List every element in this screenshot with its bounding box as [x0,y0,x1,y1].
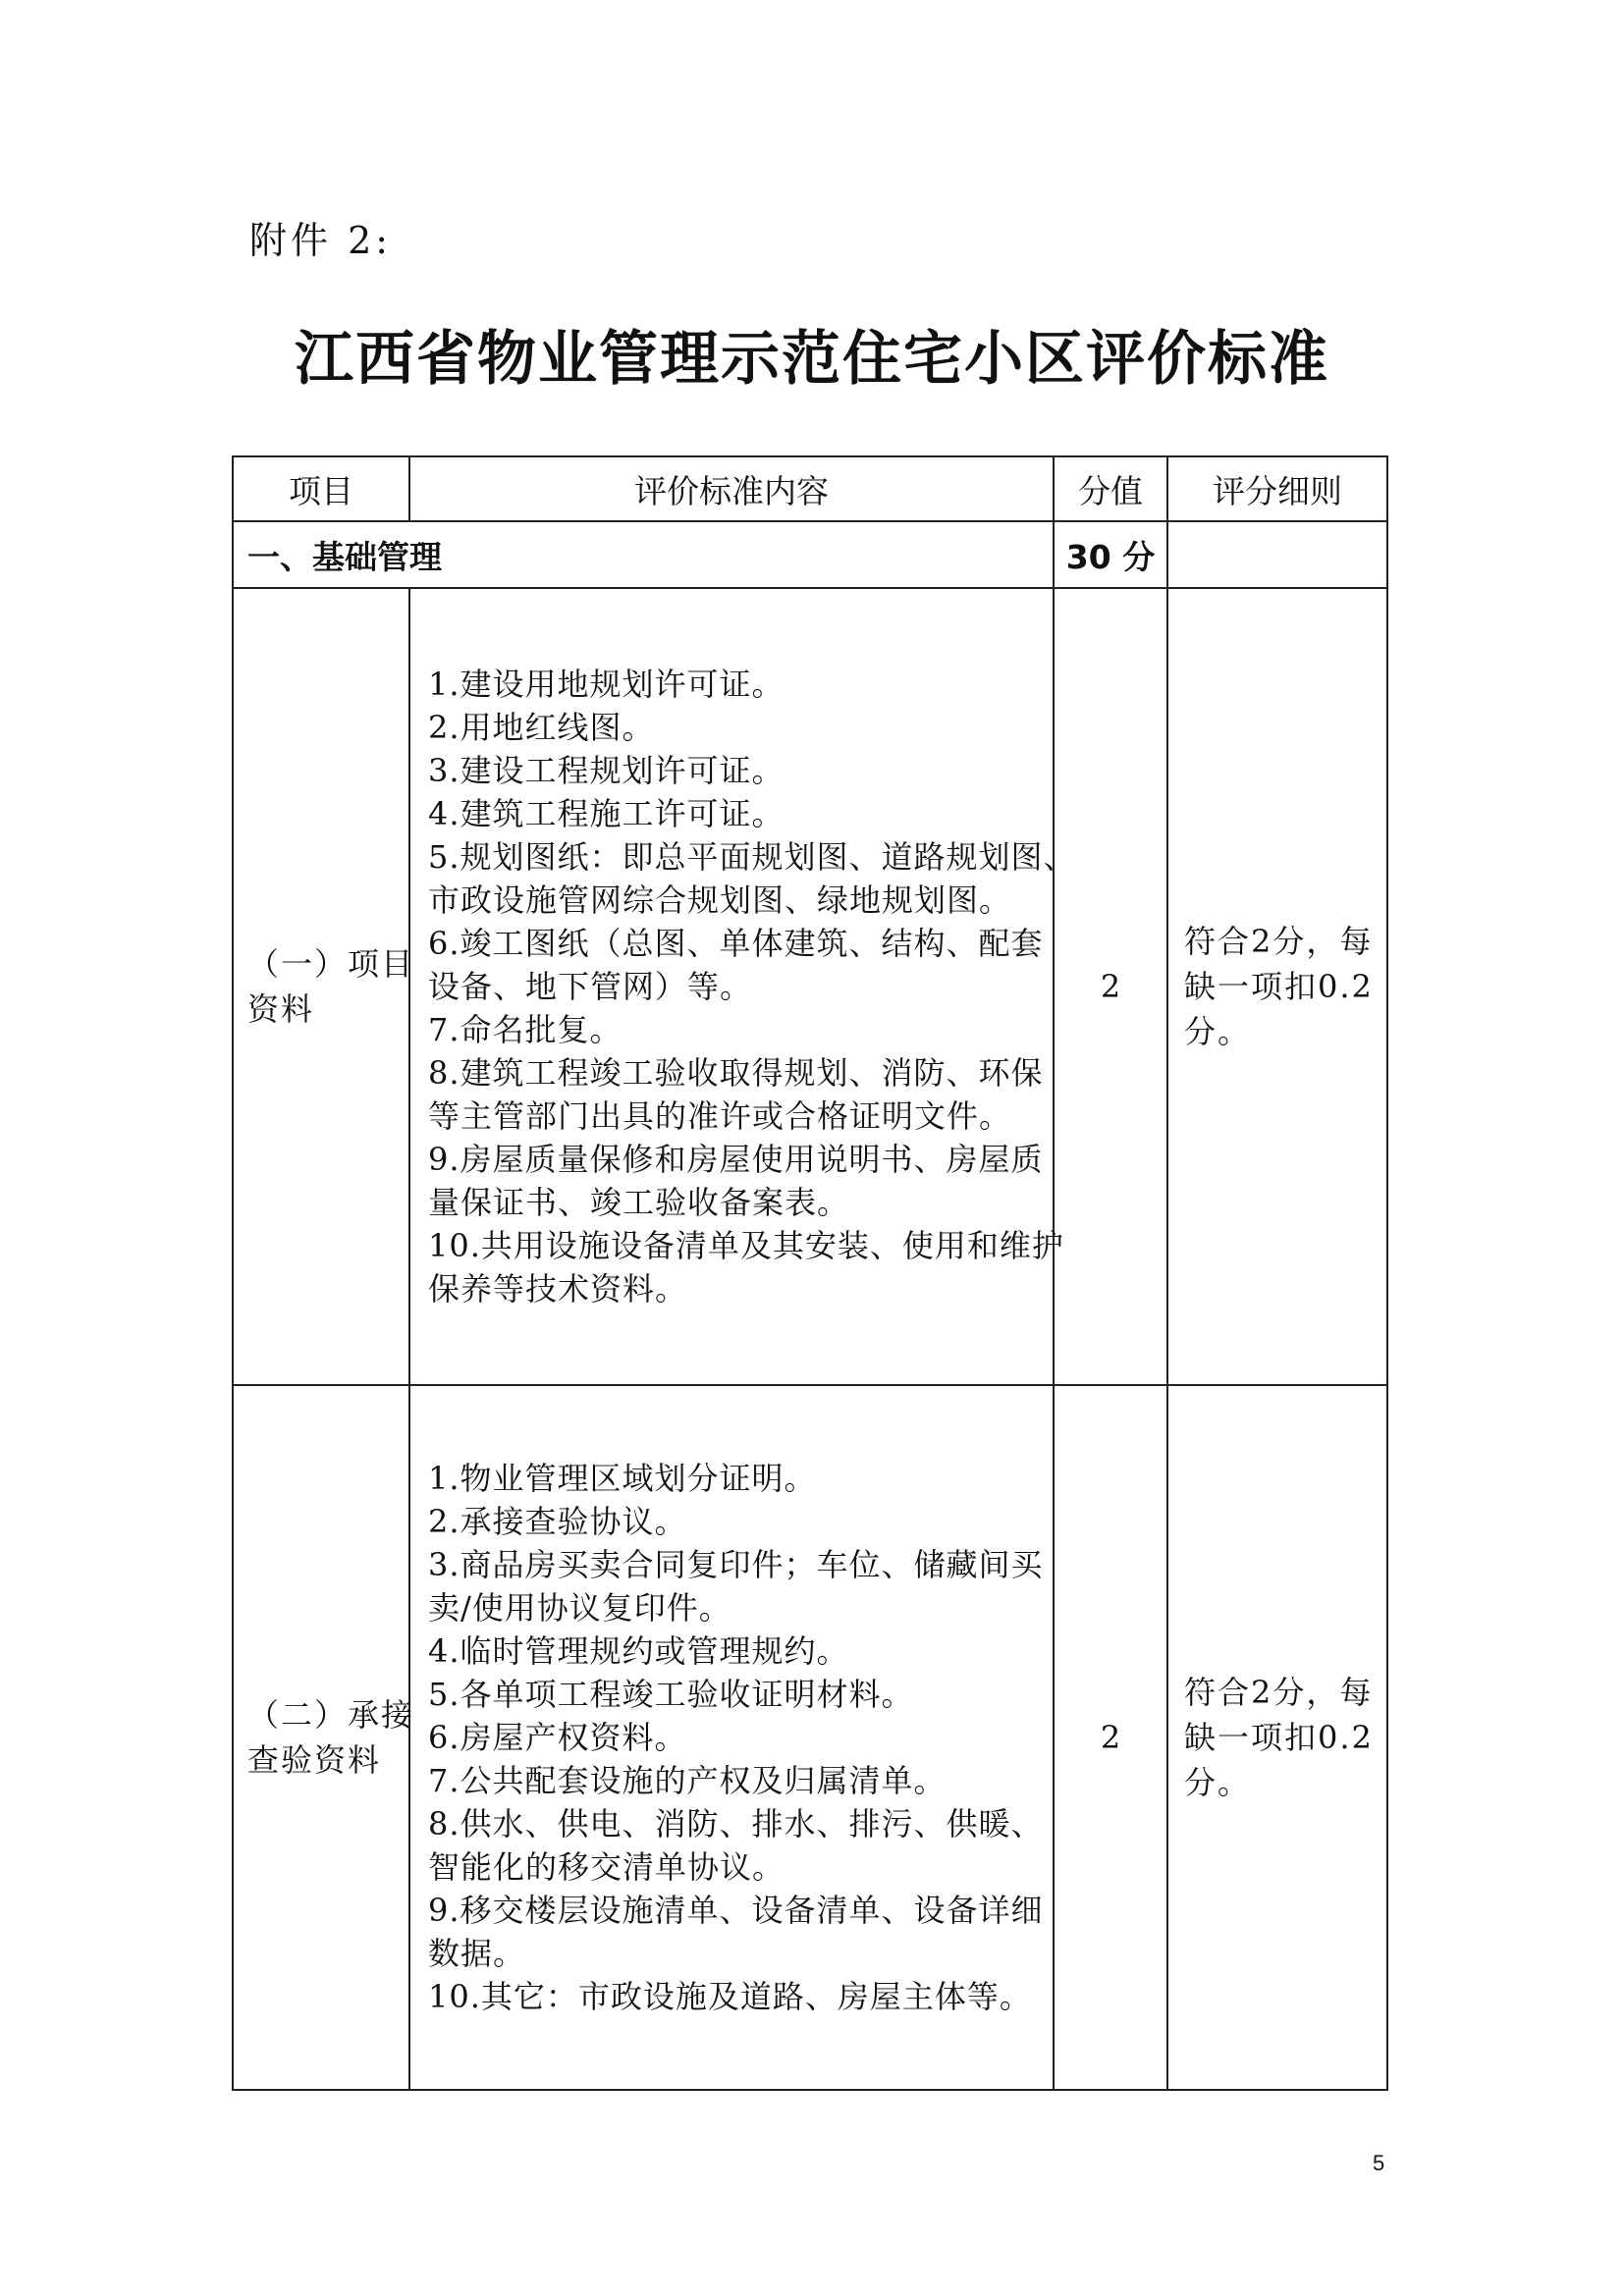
table-header-row [233,456,1387,521]
item-name-line: （一）项目 [247,945,415,983]
content-line: 8.建筑工程竣工验收取得规划、消防、环保 [428,1054,1044,1092]
content-line: 2.承接查验协议。 [428,1503,687,1540]
content-line: 1.建设用地规划许可证。 [428,666,785,703]
header-item: 项目 [233,456,409,521]
item-name-cell [233,588,415,1385]
rule-line: 符合2分，每 [1184,1674,1374,1711]
content-line: 4.建筑工程施工许可证。 [428,795,785,832]
score-cell: 2 [1054,588,1167,1385]
rule-line: 缺一项扣0.2 [1184,968,1374,1005]
item-name-line: （二）承接 [247,1696,415,1734]
content-line: 9.房屋质量保修和房屋使用说明书、房屋质 [428,1141,1044,1178]
attachment-label: 附件 2: [249,219,393,262]
table-row [233,1385,1387,2090]
content-line: 8.供水、供电、消防、排水、排污、供暖、 [428,1805,1044,1842]
content-line: 卖/使用协议复印件。 [428,1589,731,1627]
content-line: 10.共用设施设备清单及其安装、使用和维护 [428,1227,1064,1264]
content-line: 保养等技术资料。 [428,1270,688,1308]
content-line: 6.房屋产权资料。 [428,1719,687,1756]
content-line: 7.命名批复。 [428,1011,623,1048]
content-line: 设备、地下管网）等。 [428,968,753,1005]
header-score: 分值 [1054,456,1167,521]
rule-line: 分。 [1184,1764,1252,1801]
content-line: 9.移交楼层设施清单、设备清单、设备详细 [428,1892,1044,1929]
item-name-line: 查验资料 [247,1741,382,1779]
content-line: 市政设施管网综合规划图、绿地规划图。 [428,881,1012,919]
header-rule: 评分细则 [1167,456,1387,521]
header-content: 评价标准内容 [409,456,1054,521]
content-line: 3.建设工程规划许可证。 [428,752,785,789]
content-line: 等主管部门出具的准许或合格证明文件。 [428,1097,1012,1135]
rule-line: 符合2分，每 [1184,923,1374,960]
content-cell [409,588,1076,1385]
content-line: 智能化的移交清单协议。 [428,1848,785,1886]
section-row [233,521,1387,588]
table-row [233,588,1387,1385]
rule-cell [1167,1385,1387,2090]
rule-line: 缺一项扣0.2 [1184,1719,1374,1756]
content-line: 3.商品房买卖合同复印件；车位、储藏间买 [428,1546,1044,1583]
score-cell: 2 [1054,1385,1167,2090]
content-line: 2.用地红线图。 [428,709,655,746]
content-line: 4.临时管理规约或管理规约。 [428,1632,849,1670]
document-title: 江西省物业管理示范住宅小区评价标准 [295,325,1329,394]
content-line: 5.规划图纸：即总平面规划图、道路规划图、 [428,838,1076,876]
content-line: 6.竣工图纸（总图、单体建筑、结构、配套 [428,925,1044,962]
content-line: 5.各单项工程竣工验收证明材料。 [428,1676,914,1713]
page-number: 5 [1373,2151,1385,2175]
content-line: 1.物业管理区域划分证明。 [428,1460,817,1497]
rule-cell [1167,588,1387,1385]
content-line: 7.公共配套设施的产权及归属清单。 [428,1762,947,1799]
section-rule-empty [1167,521,1387,588]
rule-line: 分。 [1184,1013,1252,1050]
content-line: 量保证书、竣工验收备案表。 [428,1184,850,1221]
content-line: 数据。 [428,1935,526,1972]
section-name: 一、基础管理 [233,521,1054,588]
content-cell [409,1385,1054,2090]
content-line: 10.其它：市政设施及道路、房屋主体等。 [428,1978,1032,2015]
evaluation-criteria-table [232,455,1388,2091]
item-name-line: 资料 [247,990,315,1028]
item-name-cell [233,1385,415,2090]
section-score: 30 分 [1054,521,1167,588]
